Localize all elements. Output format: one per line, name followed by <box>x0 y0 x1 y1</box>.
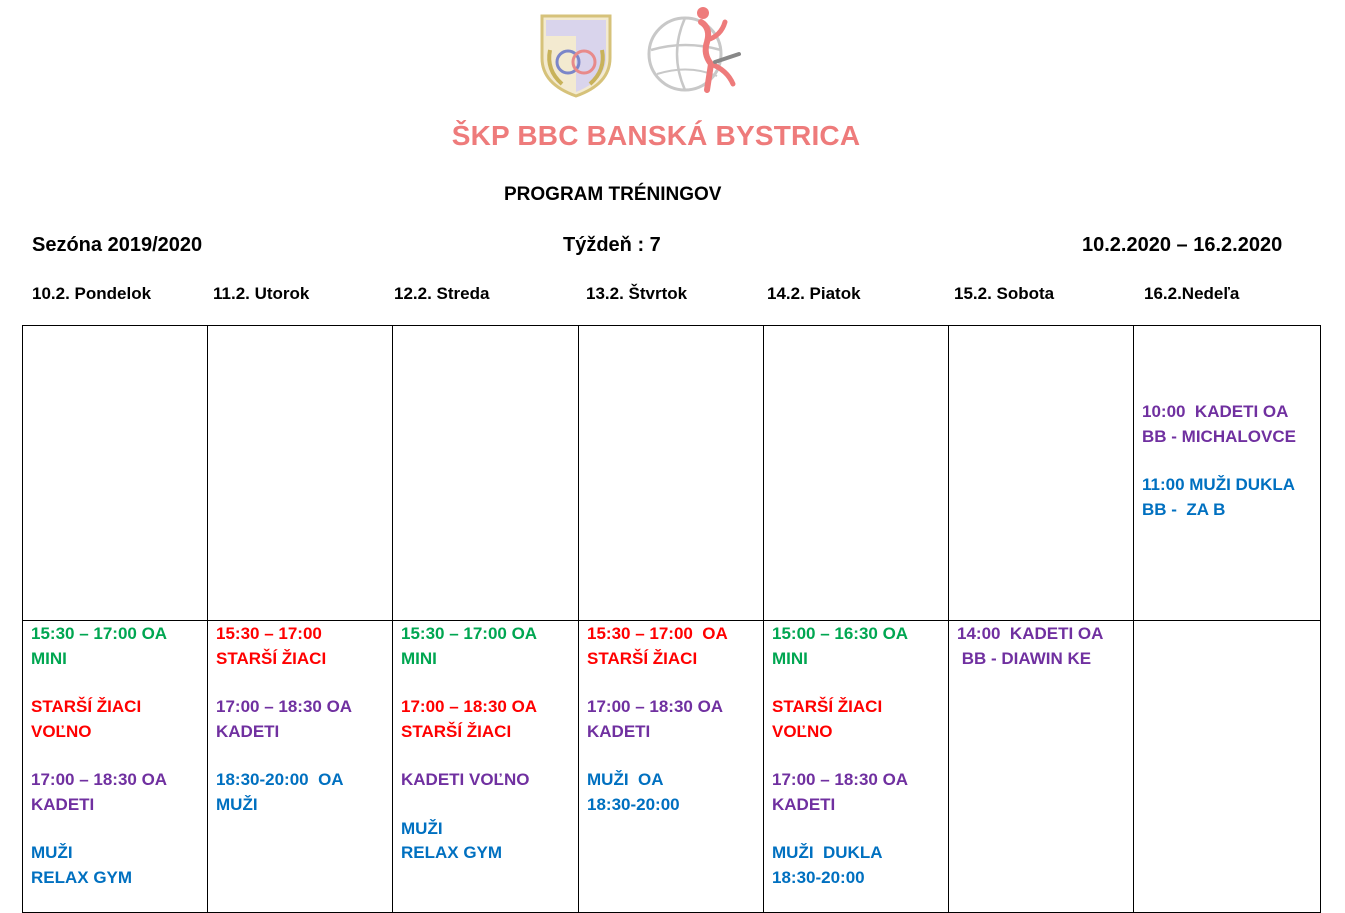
entry-line: 17:00 – 18:30 OA <box>772 770 909 789</box>
entry-line: MUŽI OA <box>587 770 664 789</box>
entry-line: MUŽI <box>31 843 73 862</box>
entry-line: 18:30-20:00 <box>772 867 865 887</box>
entry-line: STARŠÍ ŽIACI <box>216 648 327 668</box>
entry-line: 11:00 MUŽI DUKLA <box>1142 475 1296 494</box>
entry-line: 17:00 – 18:30 OA <box>401 697 538 716</box>
entry-line: MINI <box>31 648 67 668</box>
cell-wed-1 <box>393 326 579 621</box>
schedule-row-2 <box>23 621 1321 913</box>
entry-line: KADETI <box>216 721 280 741</box>
entry-line: KADETI <box>772 794 836 814</box>
cell-tue-2 <box>208 621 393 913</box>
club-shield-logo <box>536 10 616 98</box>
week-label: Týždeň : 7 <box>563 234 661 256</box>
entry-line: MUŽI <box>216 794 258 814</box>
entry-line: BB - ZA B <box>1142 499 1226 519</box>
cell-sun-1 <box>1134 326 1321 621</box>
cell-tue-1 <box>208 326 393 621</box>
entry-line: 10:00 KADETI OA <box>1142 402 1289 421</box>
page-title: ŠKP BBC BANSKÁ BYSTRICA <box>451 120 861 151</box>
day-header-monday: 10.2. Pondelok <box>32 284 152 303</box>
entry-line: STARŠÍ ŽIACI <box>772 697 883 716</box>
entry-line: STARŠÍ ŽIACI <box>587 648 698 668</box>
season-label: Sezóna 2019/2020 <box>32 234 203 256</box>
entry-line: 15:30 – 17:00 OA <box>587 624 728 643</box>
entry-line: KADETI <box>31 794 95 814</box>
entry-line: MUŽI DUKLA <box>772 843 883 862</box>
cell-fri-2 <box>764 621 949 913</box>
cell-thu-1 <box>579 326 764 621</box>
cell-sat-2 <box>949 621 1134 913</box>
entry-line: 14:00 KADETI OA <box>957 624 1104 643</box>
cell-mon-1 <box>23 326 208 621</box>
basketball-player-logo <box>645 4 745 98</box>
entry-line: VOĽNO <box>31 721 92 741</box>
entry-line: 15:30 – 17:00 <box>216 624 322 643</box>
day-header-thursday: 13.2. Štvrtok <box>586 284 688 303</box>
entry-line: RELAX GYM <box>401 843 503 862</box>
page-subtitle: PROGRAM TRÉNINGOV <box>504 184 722 205</box>
cell-fri-1 <box>764 326 949 621</box>
day-header-saturday: 15.2. Sobota <box>954 284 1055 303</box>
entry-line: 15:30 – 17:00 OA <box>401 624 538 643</box>
entry-line: MUŽI <box>401 818 443 838</box>
day-header-tuesday: 11.2. Utorok <box>213 284 310 303</box>
schedule-row-1 <box>23 326 1321 621</box>
entry-line: KADETI <box>587 721 651 741</box>
entry-line: 17:00 – 18:30 OA <box>216 697 353 716</box>
entry-line: STARŠÍ ŽIACI <box>31 697 142 716</box>
day-header-sunday: 16.2.Nedeľa <box>1144 284 1240 303</box>
entry-line: BB - MICHALOVCE <box>1142 426 1296 446</box>
entry-line: 17:00 – 18:30 OA <box>31 770 168 789</box>
day-header-friday: 14.2. Piatok <box>767 284 861 303</box>
cell-thu-2 <box>579 621 764 913</box>
date-range-label: 10.2.2020 – 16.2.2020 <box>1082 234 1283 256</box>
cell-wed-2 <box>393 621 579 913</box>
entry-line: 17:00 – 18:30 OA <box>587 697 724 716</box>
entry-line: KADETI VOĽNO <box>401 770 530 789</box>
entry-line: 15:30 – 17:00 OA <box>31 624 168 643</box>
day-header-wednesday: 12.2. Streda <box>394 284 490 303</box>
cell-mon-2 <box>23 621 208 913</box>
entry-line: RELAX GYM <box>31 867 133 887</box>
entry-line: STARŠÍ ŽIACI <box>401 721 512 741</box>
entry-line: VOĽNO <box>772 721 833 741</box>
entry-line: 18:30-20:00 <box>587 794 680 814</box>
cell-sun-2 <box>1134 621 1321 913</box>
entry-line: BB - DIAWIN KE <box>957 648 1092 668</box>
entry-line: 18:30-20:00 OA <box>216 770 344 789</box>
entry-line: 15:00 – 16:30 OA <box>772 624 909 643</box>
entry-line: MINI <box>772 648 808 668</box>
cell-sat-1 <box>949 326 1134 621</box>
schedule-table <box>22 325 1321 913</box>
entry-line: MINI <box>401 648 437 668</box>
